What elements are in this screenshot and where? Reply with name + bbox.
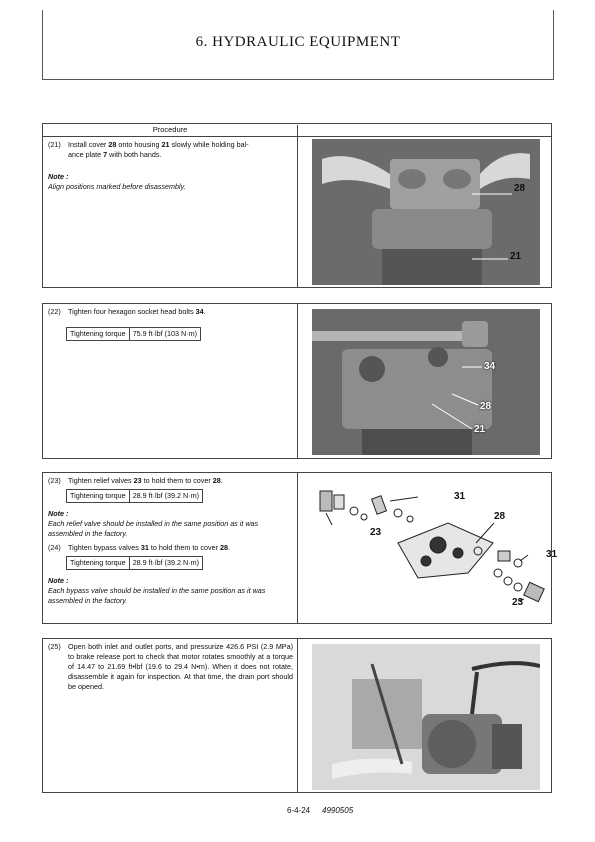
procedure-text-22 xyxy=(43,304,298,458)
photo-illustration xyxy=(312,139,540,285)
photo-illustration xyxy=(312,309,540,455)
torque-label: Tightening torque xyxy=(67,328,130,341)
callout-23-left: 23 xyxy=(370,527,382,538)
photo-cover-install xyxy=(312,139,540,285)
callout-21: 21 xyxy=(510,251,522,262)
procedure-section-23-24 xyxy=(42,472,558,624)
document-number: 4990505 xyxy=(322,806,354,815)
callout-28: 28 xyxy=(480,401,492,412)
torque-value: 75.9 ft·lbf (103 N·m) xyxy=(129,328,200,341)
procedure-text-21 xyxy=(43,137,298,287)
step-24 xyxy=(48,543,293,553)
torque-label: Tightening torque xyxy=(67,490,130,503)
torque-value: 28.9 ft·lbf (39.2 N·m) xyxy=(129,557,202,570)
torque-table-24 xyxy=(66,556,203,570)
procedure-section-21 xyxy=(42,123,552,288)
photo-cell-22 xyxy=(298,304,551,458)
note-label: Note : xyxy=(48,172,69,181)
callout-34: 34 xyxy=(484,361,496,372)
photo-bolt-tighten xyxy=(312,309,540,455)
step-text: Tighten four hexagon socket head bolts 34. xyxy=(68,307,206,316)
photo-cell-21 xyxy=(298,124,551,287)
procedure-section-25 xyxy=(42,638,552,793)
page-number: 6-4-24 xyxy=(287,806,311,815)
callout-21: 21 xyxy=(474,424,486,435)
photo-cell-25 xyxy=(298,639,551,792)
step-number: (25) xyxy=(48,642,61,651)
torque-value: 28.9 ft·lbf (39.2 N·m) xyxy=(129,490,202,503)
note-label: Note : xyxy=(48,576,69,585)
callout-31-top: 31 xyxy=(454,491,466,502)
procedure-section-22 xyxy=(42,303,552,459)
page-title: 6. HYDRAULIC EQUIPMENT xyxy=(195,34,401,50)
note-text: Each relief valve should be installed in the same position as it was assembled in the factory. xyxy=(48,519,259,538)
procedure-header-label: Procedure xyxy=(43,125,298,136)
torque-table-22 xyxy=(66,327,201,341)
step-22 xyxy=(48,307,293,317)
step-text: Tighten relief valves 23 to hold them to cover 28. xyxy=(68,476,223,485)
step-25 xyxy=(48,642,293,692)
note-label: Note : xyxy=(48,509,69,518)
callout-28: 28 xyxy=(494,511,506,522)
note-text: Each bypass valve should be installed in the same position as it was assembled in the factory. xyxy=(48,586,266,605)
procedure-text-25 xyxy=(43,639,298,792)
note-text: Align positions marked before disassembly. xyxy=(48,182,186,191)
torque-table-23 xyxy=(66,489,203,503)
photo-motor-test xyxy=(312,644,540,790)
photo-illustration xyxy=(312,644,540,790)
step-number: (24) xyxy=(48,543,61,552)
callout-31-right: 31 xyxy=(546,549,558,560)
callout-23-bottom: 23 xyxy=(512,597,524,608)
diagram-cell-23-24 xyxy=(298,473,558,623)
callout-28: 28 xyxy=(514,183,526,194)
title-frame xyxy=(42,10,554,80)
step-text: Tighten bypass valves 31 to hold them to cover 28. xyxy=(68,543,230,552)
step-number: (22) xyxy=(48,307,61,316)
step-21 xyxy=(48,140,293,160)
step-number: (23) xyxy=(48,476,61,485)
step-text: Open both inlet and outlet ports, and pressurize 426.6 PSI (2.9 MPa) to brake release port to check that motor rotates smoothly at a torque of 14.47 to 21.69 ft•lbf (19.6 to 29.4 N•m). When it does not rotate, disassemble it again for inspection. At that time, the drain port should be opened. xyxy=(68,642,293,691)
torque-label: Tightening torque xyxy=(67,557,130,570)
procedure-text-23-24 xyxy=(43,473,298,623)
step-23 xyxy=(48,476,293,486)
step-number: (21) xyxy=(48,140,61,149)
step-text: Install cover 28 onto housing 21 slowly while holding bal- ance plate 7 with both hands. xyxy=(68,140,249,159)
